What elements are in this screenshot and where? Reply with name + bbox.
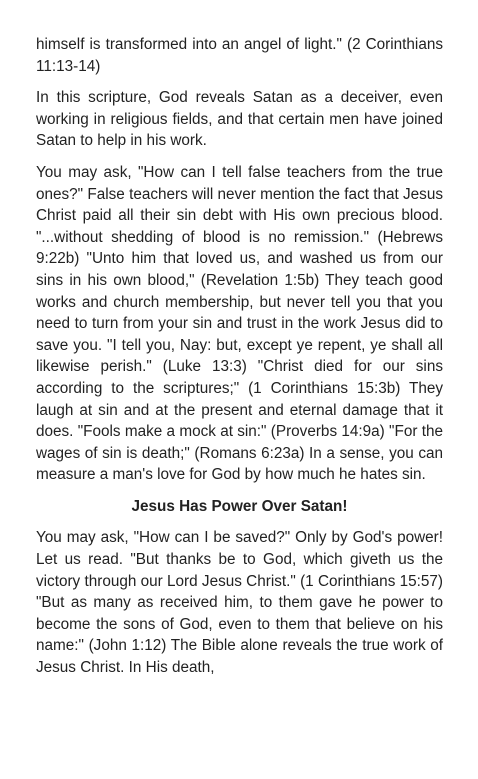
paragraph-satan-deceiver: In this scripture, God reveals Satan as a deceiver, even working in religious fields, and that certain men have joined Satan to help in his work. — [36, 89, 443, 150]
document-page — [36, 34, 443, 689]
paragraph-continuation: himself is transformed into an angel of light." (2 Corinthians 11:13-14) — [36, 36, 443, 75]
section-heading: Jesus Has Power Over Satan! — [131, 497, 348, 515]
paragraph-how-saved: You may ask, "How can I be saved?" Only by God's power! Let us read. "But thanks be to God, which giveth us the victory through our Lord Jesus Christ." (1 Corinthians 15:57) "But as many as received him, to them gave he power to become the sons of God, even to them that believe on his name:" (John 1:12) The Bible alone reveals the true work of Jesus Christ. In His death, — [36, 529, 443, 677]
paragraph-false-teachers: You may ask, "How can I tell false teachers from the true ones?" False teachers will never mention the fact that Jesus Christ paid all their sin debt with His own precious blood. "...without shedding of blood is no remission." (Hebrews 9:22b) "Unto him that loved us, and washed us from our sins in his own blood," (Revelation 1:5b) They teach good works and church membership, but never tell you that you need to turn from your sin and trust in the work Jesus did to save you. "I tell you, Nay: but, except ye repent, ye shall all likewise perish." (Luke 13:3) "Christ died for our sins according to the scriptures;" (1 Corinthians 15:3b) They laugh at sin and at the present and eternal damage that it does. "Fools make a mock at sin:" (Proverbs 14:9a) "For the wages of sin is death;" (Romans 6:23a) In a sense, you can measure a man's love for God by how much he hates sin. — [36, 163, 443, 484]
